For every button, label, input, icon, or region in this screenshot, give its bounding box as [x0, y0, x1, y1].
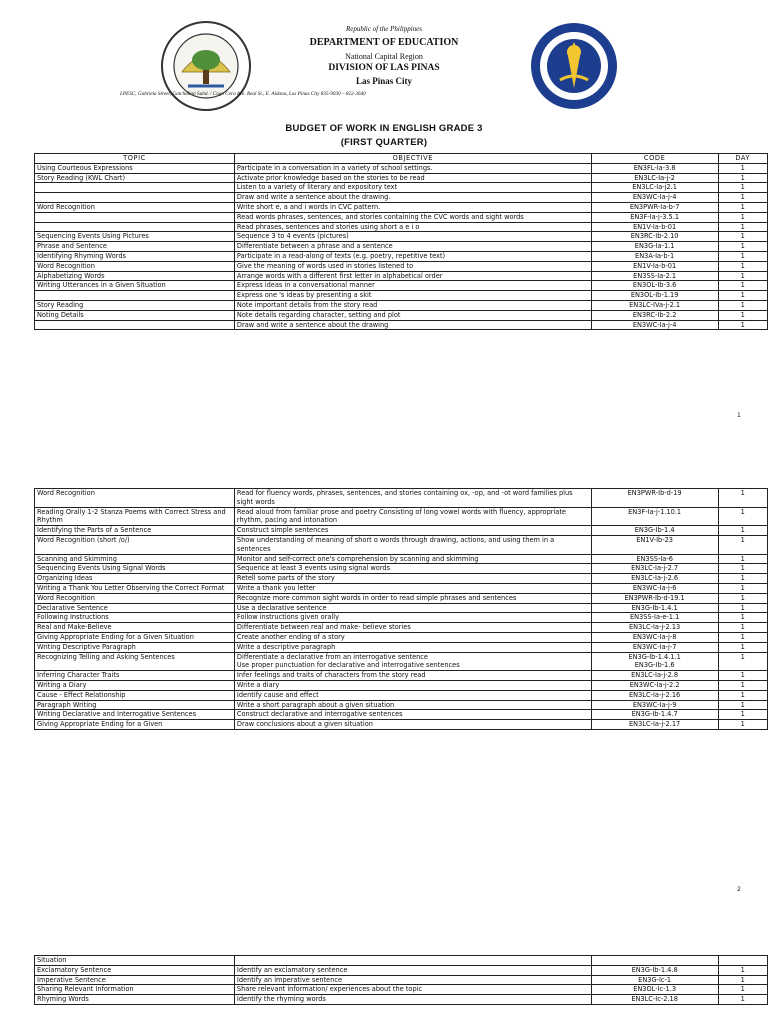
cell-code: EN3LC-Ia-j2.1 [591, 183, 718, 193]
cell-objective: Write a descriptive paragraph [234, 642, 591, 652]
table-row [35, 291, 768, 301]
cell-day: 1 [718, 300, 767, 310]
table-row [35, 183, 768, 193]
table-row [35, 956, 768, 966]
cell-day: 1 [718, 583, 767, 593]
cell-day: 1 [718, 526, 767, 536]
table-row [35, 680, 768, 690]
cell-day: 1 [718, 671, 767, 681]
table-row [35, 554, 768, 564]
cell-code: EN3G-Ia-1.1 [591, 242, 718, 252]
letterhead [0, 0, 768, 110]
cell-objective: Follow instructions given orally [234, 613, 591, 623]
cell-code: EN3RC-Ib-2.2 [591, 310, 718, 320]
cell-code: EN3F-Ia-j-3.5.1 [591, 212, 718, 222]
cell-topic: Giving Appropriate Ending for a Given Situation [35, 632, 235, 642]
cell-code: EN3G-Ib-1.4.7 [591, 710, 718, 720]
cell-topic: Rhyming Words [35, 995, 235, 1005]
cell-objective: Sequence 3 to 4 events (pictures) [234, 232, 591, 242]
cell-objective: Participate in a conversation in a variety of school settings. [234, 163, 591, 173]
cell-day: 1 [718, 261, 767, 271]
cell-code: EN3WC-Ia-j-4 [591, 320, 718, 330]
cell-day: 1 [718, 632, 767, 642]
cell-topic [35, 193, 235, 203]
table-row [35, 623, 768, 633]
table-row [35, 690, 768, 700]
table-row [35, 232, 768, 242]
cell-code: EN3PWR-Ib-d-19 [591, 489, 718, 508]
cell-objective: Express ideas in a conversational manner [234, 281, 591, 291]
page-number-2: 2 [737, 886, 741, 893]
cell-topic: Declarative Sentence [35, 603, 235, 613]
cell-topic [35, 212, 235, 222]
cell-code: EN3A-Ia-b-1 [591, 251, 718, 261]
cell-objective: Write a short paragraph about a given situation [234, 700, 591, 710]
table-row [35, 222, 768, 232]
cell-topic: Phrase and Sentence [35, 242, 235, 252]
cell-objective: Listen to a variety of literary and expository text [234, 183, 591, 193]
cell-topic: Identifying the Parts of a Sentence [35, 526, 235, 536]
cell-code: EN1V-Ia-b-01 [591, 222, 718, 232]
cell-code: EN3G-Ic-1 [591, 975, 718, 985]
table-row [35, 310, 768, 320]
cell-topic: Story Reading [35, 300, 235, 310]
cell-day: 1 [718, 700, 767, 710]
title-line-2: (FIRST QUARTER) [340, 137, 428, 148]
table-row [35, 583, 768, 593]
cell-day: 1 [718, 271, 767, 281]
cell-code: EN3LC-Ic-2.18 [591, 995, 718, 1005]
cell-day: 1 [718, 251, 767, 261]
cell-objective: Note important details from the story read [234, 300, 591, 310]
table-row [35, 300, 768, 310]
cell-day: 1 [718, 242, 767, 252]
header-day: DAY [718, 154, 767, 164]
cell-topic: Recognizing Telling and Asking Sentences [35, 652, 235, 671]
cell-code: EN3WC-Ia-j-7 [591, 642, 718, 652]
cell-objective: Draw and write a sentence about the drawing [234, 320, 591, 330]
cell-objective: Infer feelings and traits of characters from the story read [234, 671, 591, 681]
table-row [35, 281, 768, 291]
budget-table-page-3 [34, 955, 768, 1005]
republic-line: Republic of the Philippines [345, 25, 422, 33]
city-line: Las Pinas City [355, 76, 412, 86]
cell-topic: Organizing Ideas [35, 574, 235, 584]
cell-topic [35, 291, 235, 301]
cell-code: EN3PWR-Ib-d-19.1 [591, 593, 718, 603]
cell-objective: Retell some parts of the story [234, 574, 591, 584]
cell-objective: Create another ending of a story [234, 632, 591, 642]
table-row [35, 720, 768, 730]
cell-objective: Read aloud from familiar prose and poetry Consisting of long vowel words with fluency, appropriate rhythm, pacing and intonation [234, 507, 591, 526]
cell-code: EN3WC-Ia-j-8 [591, 632, 718, 642]
cell-objective: Differentiate between real and make- believe stories [234, 623, 591, 633]
cell-topic: Word Recognition [35, 202, 235, 212]
cell-code: EN3SS-Ia-6 [591, 554, 718, 564]
table-row [35, 271, 768, 281]
cell-code: EN3WC-Ia-j-2.2 [591, 680, 718, 690]
cell-objective: Participate in a read-along of texts (e.g. poetry, repetitive text) [234, 251, 591, 261]
cell-topic: Story Reading (KWL Chart) [35, 173, 235, 183]
address-line: LPESC, Gabriela Street, Gatchalian Subd. / Cogo Cera Ave. Real St., E. Aldana, Las Pinas City 835-9030 – 822-3640 [120, 91, 366, 97]
header-topic: TOPIC [35, 154, 235, 164]
cell-topic: Sequencing Events Using Signal Words [35, 564, 235, 574]
table-row [35, 242, 768, 252]
cell-objective: Construct declarative and interrogative sentences [234, 710, 591, 720]
header-objective: OBJECTIVE [234, 154, 591, 164]
document-title [0, 122, 768, 150]
cell-topic: Writing a Diary [35, 680, 235, 690]
cell-topic: Writing Declarative and Interrogative Sentences [35, 710, 235, 720]
cell-day: 1 [718, 690, 767, 700]
cell-topic: Word Recognition (short /o/) [35, 535, 235, 554]
cell-objective: Share relevant information/ experiences about the topic [234, 985, 591, 995]
cell-code: EN3WC-Ia-j-9 [591, 700, 718, 710]
cell-objective: Sequence at least 3 events using signal words [234, 564, 591, 574]
table-row [35, 642, 768, 652]
cell-objective: Show understanding of meaning of short o words through drawing, actions, and using them in a sentences [234, 535, 591, 554]
cell-objective: Read for fluency words, phrases, sentences, and stories containing ox, -op, and -ot word families plus sight words [234, 489, 591, 508]
cell-topic [35, 183, 235, 193]
cell-day: 1 [718, 193, 767, 203]
cell-day: 1 [718, 680, 767, 690]
cell-code: EN3F-Ia-j-1.10.1 [591, 507, 718, 526]
cell-code: EN3SS-Ia-2.1 [591, 271, 718, 281]
cell-code: EN3OL-Ib-3.6 [591, 281, 718, 291]
cell-topic: Scanning and Skimming [35, 554, 235, 564]
cell-code: EN1V-Ia-b-01 [591, 261, 718, 271]
cell-day: 1 [718, 202, 767, 212]
cell-objective: Identify the rhyming words [234, 995, 591, 1005]
cell-objective: Differentiate a declarative from an interrogative sentence Use proper punctuation for declarative and interrogative sentences [234, 652, 591, 671]
cell-day: 1 [718, 720, 767, 730]
cell-topic [35, 222, 235, 232]
header-code: CODE [591, 154, 718, 164]
cell-code: EN3LC-Ia-j-2.16 [591, 690, 718, 700]
cell-day: 1 [718, 507, 767, 526]
cell-objective: Activate prior knowledge based on the stories to be read [234, 173, 591, 183]
table-row [35, 489, 768, 508]
cell-code: EN3LC-Ia-j-2.7 [591, 564, 718, 574]
cell-objective: Differentiate between a phrase and a sentence [234, 242, 591, 252]
table-row [35, 613, 768, 623]
cell-day: 1 [718, 554, 767, 564]
cell-code: EN3G-Ib-1.4 [591, 526, 718, 536]
table-row [35, 574, 768, 584]
cell-day: 1 [718, 489, 767, 508]
cell-day: 1 [718, 212, 767, 222]
table-row [35, 173, 768, 183]
cell-topic: Exclamatory Sentence [35, 965, 235, 975]
cell-topic: Word Recognition [35, 261, 235, 271]
table-row [35, 507, 768, 526]
cell-day: 1 [718, 574, 767, 584]
table-row [35, 652, 768, 671]
cell-day: 1 [718, 642, 767, 652]
cell-objective: Identify an exclamatory sentence [234, 965, 591, 975]
cell-code: EN1V-Ib-23 [591, 535, 718, 554]
table-row [35, 251, 768, 261]
cell-code: EN3WC-Ia-j-6 [591, 583, 718, 593]
cell-objective: Read words phrases, sentences, and stories containing the CVC words and sight words [234, 212, 591, 222]
cell-day: 1 [718, 291, 767, 301]
cell-objective: Construct simple sentences [234, 526, 591, 536]
cell-day: 1 [718, 320, 767, 330]
cell-objective: Recognize more common sight words in order to read simple phrases and sentences [234, 593, 591, 603]
cell-day: 1 [718, 995, 767, 1005]
table-row [35, 985, 768, 995]
table-row [35, 535, 768, 554]
division-line: DIVISION OF LAS PINAS [328, 63, 440, 73]
cell-topic: Paragraph Writing [35, 700, 235, 710]
cell-day: 1 [718, 975, 767, 985]
cell-topic: Giving Appropriate Ending for a Given [35, 720, 235, 730]
cell-objective: Write short e, a and i words in CVC pattern. [234, 202, 591, 212]
cell-topic: Alphabetizing Words [35, 271, 235, 281]
cell-topic: Identifying Rhyming Words [35, 251, 235, 261]
table-row [35, 526, 768, 536]
cell-code: EN3LC-Ia-j-2.8 [591, 671, 718, 681]
page-number-1: 1 [737, 412, 741, 419]
table-row [35, 261, 768, 271]
table-row [35, 700, 768, 710]
cell-topic: Imperative Sentence [35, 975, 235, 985]
cell-objective: Note details regarding character, setting and plot [234, 310, 591, 320]
cell-day: 1 [718, 603, 767, 613]
cell-day: 1 [718, 985, 767, 995]
cell-objective: Give the meaning of words used in stories listened to [234, 261, 591, 271]
table-row [35, 193, 768, 203]
table-row [35, 965, 768, 975]
cell-code: EN3WC-Ia-j-4 [591, 193, 718, 203]
cell-topic: Cause - Effect Relationship [35, 690, 235, 700]
cell-objective: Use a declarative sentence [234, 603, 591, 613]
cell-code: EN3LC-Ia-j-2.13 [591, 623, 718, 633]
cell-day: 1 [718, 310, 767, 320]
title-line-1: BUDGET OF WORK IN ENGLISH GRADE 3 [285, 123, 483, 134]
cell-code: EN3SS-Ia-e-1.1 [591, 613, 718, 623]
cell-day: 1 [718, 281, 767, 291]
table-header-row [35, 154, 768, 164]
cell-topic: Word Recognition [35, 489, 235, 508]
cell-topic: Sharing Relevant Information [35, 985, 235, 995]
cell-day: 1 [718, 593, 767, 603]
cell-objective: Identify an imperative sentence [234, 975, 591, 985]
cell-objective: Express one 's ideas by presenting a skit [234, 291, 591, 301]
department-line: DEPARTMENT OF EDUCATION [309, 37, 459, 48]
table-row [35, 975, 768, 985]
cell-code [591, 956, 718, 966]
cell-day: 1 [718, 163, 767, 173]
cell-topic: Writing Utterances in a Given Situation [35, 281, 235, 291]
budget-table-page-2 [34, 488, 768, 730]
cell-day: 1 [718, 564, 767, 574]
cell-code: EN3G-Ib-1.4.1.1 EN3G-Ib-1.6 [591, 652, 718, 671]
cell-code: EN3LC-Ia-j-2.17 [591, 720, 718, 730]
cell-topic: Writing a Thank You Letter Observing the Correct Format [35, 583, 235, 593]
cell-topic: Writing Descriptive Paragraph [35, 642, 235, 652]
cell-topic: Situation [35, 956, 235, 966]
cell-day: 1 [718, 173, 767, 183]
table-row [35, 202, 768, 212]
table-row [35, 320, 768, 330]
table-row [35, 995, 768, 1005]
cell-topic: Word Recognition [35, 593, 235, 603]
cell-objective [234, 956, 591, 966]
cell-topic: Noting Details [35, 310, 235, 320]
cell-day: 1 [718, 232, 767, 242]
cell-code: EN3LC-IVa-j-2.1 [591, 300, 718, 310]
cell-objective: Monitor and self-correct one's comprehension by scanning and skimming [234, 554, 591, 564]
cell-objective: Draw and write a sentence about the drawing. [234, 193, 591, 203]
cell-objective: Arrange words with a different first letter in alphabetical order [234, 271, 591, 281]
cell-topic: Reading Orally 1-2 Stanza Poems with Correct Stress and Rhythm [35, 507, 235, 526]
cell-code: EN3RC-Ib-2.10 [591, 232, 718, 242]
cell-code: EN3G-Ib-1.4.8 [591, 965, 718, 975]
cell-topic: Sequencing Events Using Pictures [35, 232, 235, 242]
cell-code: EN3OL-Ic-1.3 [591, 985, 718, 995]
cell-code: EN3FL-Ia-3.8 [591, 163, 718, 173]
table-row [35, 212, 768, 222]
table-row [35, 710, 768, 720]
table-row [35, 603, 768, 613]
cell-day: 1 [718, 652, 767, 671]
cell-objective: Write a diary [234, 680, 591, 690]
cell-objective: Identify cause and effect [234, 690, 591, 700]
cell-day: 1 [718, 965, 767, 975]
cell-objective: Write a thank you letter [234, 583, 591, 593]
table-row [35, 671, 768, 681]
table-row [35, 632, 768, 642]
cell-day: 1 [718, 623, 767, 633]
cell-objective: Read phrases, sentences and stories using short a e i o [234, 222, 591, 232]
cell-day: 1 [718, 183, 767, 193]
cell-code: EN3LC-Ia-j-2 [591, 173, 718, 183]
cell-code: EN3G-Ib-1.4.1 [591, 603, 718, 613]
cell-code: EN3OL-Ib-1.19 [591, 291, 718, 301]
region-line: National Capital Region [345, 52, 423, 61]
cell-topic [35, 320, 235, 330]
cell-code: EN3LC-Ia-j-2.6 [591, 574, 718, 584]
cell-day [718, 956, 767, 966]
cell-topic: Following Instructions [35, 613, 235, 623]
cell-day: 1 [718, 222, 767, 232]
budget-table-page-1 [34, 153, 768, 330]
cell-code: EN3PWR-Ia-b-7 [591, 202, 718, 212]
cell-day: 1 [718, 535, 767, 554]
table-row [35, 593, 768, 603]
table-row [35, 564, 768, 574]
cell-day: 1 [718, 710, 767, 720]
cell-topic: Using Courteous Expressions [35, 163, 235, 173]
cell-topic: Inferring Character Traits [35, 671, 235, 681]
cell-objective: Draw conclusions about a given situation [234, 720, 591, 730]
cell-topic: Real and Make-Believe [35, 623, 235, 633]
table-row [35, 163, 768, 173]
cell-day: 1 [718, 613, 767, 623]
